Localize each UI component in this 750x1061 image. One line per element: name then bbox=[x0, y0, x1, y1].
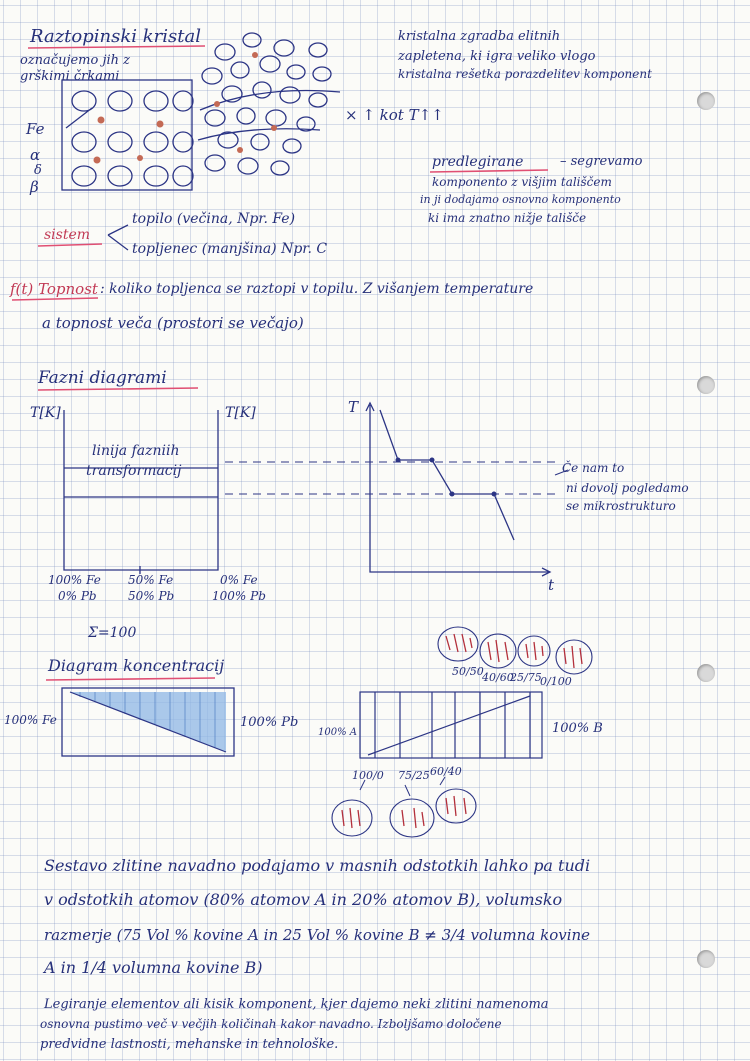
ratio-bottom-3: 60/40 bbox=[430, 765, 462, 778]
disordered-atoms bbox=[202, 33, 331, 175]
last-line-2: osnovna pustimo več v večjih količinah kakor navadno. Izboljšamo določene bbox=[40, 1017, 502, 1031]
bottom-line-3: razmerje (75 Vol % kovine A in 25 Vol % kovine B ≠ 3/4 volumna kovine bbox=[44, 926, 591, 944]
comp-right-2: 100% Pb bbox=[212, 589, 266, 603]
right-note-line-2: zapletena, ki igra veliko vlogo bbox=[398, 49, 596, 64]
pred-title: predlegirane bbox=[432, 154, 524, 170]
phase-diagram-axes bbox=[64, 410, 218, 574]
phase-line-label-1: linija fazniih bbox=[92, 443, 180, 459]
topnost-line-1: : koliko topljenca se raztopi v topilu. Z višanjem temperature bbox=[100, 281, 534, 297]
topnost-line-2: a topnost veča (prostori se večajo) bbox=[42, 314, 304, 332]
micro-note-3: se mikrostrukturo bbox=[566, 499, 676, 513]
conc-right2-label: 100% B bbox=[552, 721, 603, 736]
crystal-note-2: grškimi črkami bbox=[20, 69, 120, 84]
microstructure-bottom bbox=[332, 777, 476, 837]
ratio-top-3: 25/75 bbox=[510, 671, 542, 684]
system-brace bbox=[108, 225, 128, 250]
ratio-top-4: 0/100 bbox=[540, 675, 572, 688]
heading-fazni-diagrami: Fazni diagrami bbox=[38, 368, 167, 388]
conc-right-label: 100% Pb bbox=[240, 715, 299, 730]
projection-lines bbox=[225, 462, 560, 494]
lattice-atoms bbox=[72, 91, 193, 186]
comp-right-1: 0% Fe bbox=[220, 573, 258, 587]
conc-left2-label: 100% A bbox=[318, 727, 357, 738]
greek-alpha: α bbox=[30, 146, 41, 164]
bottom-line-4: A in 1/4 volumna kovine B) bbox=[44, 958, 263, 977]
system-topilo: topilo (večina, Npr. Fe) bbox=[132, 211, 296, 227]
ratio-bottom-2: 75/25 bbox=[398, 769, 430, 782]
comp-mid-1: 50% Fe bbox=[128, 573, 174, 587]
pred-line-2: komponento z višjim tališčem bbox=[432, 175, 612, 189]
pred-line-1: – segrevamo bbox=[560, 154, 643, 169]
micro-note-2: ni dovolj pogledamo bbox=[566, 481, 689, 495]
ratio-top-1: 50/50 bbox=[452, 665, 484, 678]
comp-mid-2: 50% Pb bbox=[128, 589, 175, 603]
concentration-diagram-left bbox=[62, 688, 234, 756]
greek-beta: β bbox=[30, 178, 39, 196]
right-note-line-1: kristalna zgradba elitnih bbox=[398, 29, 561, 44]
fe-pointer-arrow bbox=[66, 108, 92, 128]
cooling-curve-axes bbox=[366, 403, 550, 576]
micro-note-1: Če nam to bbox=[562, 461, 625, 475]
label-fe: Fe bbox=[26, 120, 45, 138]
pred-line-3: in ji dodajamo osnovno komponento bbox=[420, 193, 621, 206]
concentration-diagram-right bbox=[360, 692, 542, 758]
ratio-bottom-1: 100/0 bbox=[352, 769, 384, 782]
right-note-line-3: kristalna rešetka porazdelitev komponent bbox=[398, 67, 652, 81]
sum-label: Σ=100 bbox=[88, 625, 137, 641]
crystal-note-1: označujemo jih z bbox=[20, 53, 131, 68]
greek-delta: δ bbox=[34, 163, 42, 178]
last-line-1: Legiranje elementov ali kisik komponent, kjer dajemo neki zlitini namenoma bbox=[44, 997, 549, 1012]
system-label: sistem bbox=[44, 227, 91, 243]
bottom-line-1: Sestavo zlitine navadno podajamo v masnih odstotkih lahko pa tudi bbox=[44, 856, 591, 875]
annotation-x-t: × ↑ kot T↑↑ bbox=[345, 106, 444, 124]
axis-tk-right: T[K] bbox=[225, 405, 256, 421]
pred-line-4: ki ima znatno nižje tališče bbox=[428, 211, 587, 225]
cooling-curve bbox=[380, 410, 514, 540]
comp-left-1: 100% Fe bbox=[48, 573, 101, 587]
crystal-lattice-box bbox=[62, 80, 192, 190]
axis-t-cool: T bbox=[348, 398, 359, 416]
comp-left-2: 0% Pb bbox=[58, 589, 97, 603]
phase-line-label-2: transformacij bbox=[86, 463, 182, 479]
heading-crystal: Raztopinski kristal bbox=[30, 26, 201, 47]
system-topljenec: topljenec (manjšina) Npr. C bbox=[132, 241, 328, 257]
bottom-line-2: v odstotkih atomov (80% atomov A in 20% atomov B), volumsko bbox=[44, 890, 563, 909]
last-line-3: predvidne lastnosti, mehanske in tehnološke. bbox=[40, 1037, 339, 1052]
heading-koncentracij: Diagram koncentracij bbox=[48, 656, 225, 675]
axis-tk-left: T[K] bbox=[30, 405, 61, 421]
ratio-top-2: 40/60 bbox=[482, 671, 514, 684]
axis-time: t bbox=[548, 576, 555, 594]
conc-left-label: 100% Fe bbox=[4, 713, 57, 727]
topnost-label: f(t) Topnost bbox=[10, 280, 98, 298]
